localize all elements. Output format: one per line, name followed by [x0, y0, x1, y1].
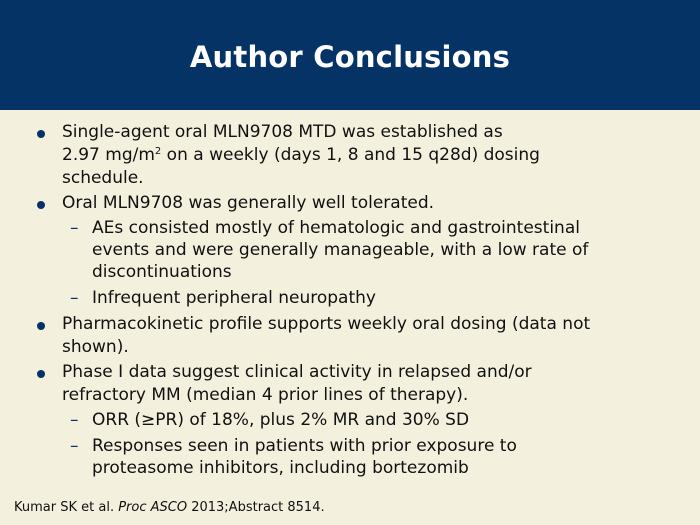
bullet-list — [0, 121, 700, 483]
citation: Kumar SK et al. Proc ASCO 2013;Abstract 8514. — [14, 500, 325, 515]
bullet-dot-icon — [37, 130, 45, 138]
sub-bullet-text: AEs consisted mostly of hematologic and gastrointestinal events and were generally manageable, with a low rate of discontinuations — [92, 218, 589, 282]
bullet-text: Single-agent oral MLN9708 MTD was established as 2.97 $mg/m^2$ on a weekly (days 1, 8 and 15 q28d) dosing schedule. — [62, 122, 540, 188]
sub-bullet-text: Responses seen in patients with prior exposure to proteasome inhibitors, including bortezomib — [92, 436, 517, 478]
bullet-dot-icon — [37, 201, 45, 209]
bullet-item — [0, 192, 700, 215]
bullet-dot-icon — [37, 370, 45, 378]
sub-bullet-item — [0, 435, 700, 479]
dash-marker-icon: – — [70, 410, 79, 430]
journal-name: Proc ASCO — [118, 500, 188, 515]
dash-marker-icon: – — [70, 288, 79, 308]
bullet-item — [0, 361, 700, 407]
sub-bullet-item — [0, 217, 700, 283]
bullet-text: Pharmacokinetic profile supports weekly oral dosing (data not shown). — [62, 314, 591, 357]
sub-bullet-item — [0, 409, 700, 431]
bullet-item — [0, 121, 700, 190]
sub-bullet-item — [0, 287, 700, 309]
dash-marker-icon: – — [70, 218, 79, 238]
superscript: 2 — [154, 146, 162, 157]
slide-title: Author Conclusions — [189, 40, 511, 74]
bullet-text: Phase I data suggest clinical activity in relapsed and/or refractory MM (median 4 prior lines of therapy). — [62, 362, 532, 405]
sub-bullet-text: ORR (≥PR) of 18%, plus 2% MR and 30% SD — [92, 410, 470, 430]
bullet-dot-icon — [37, 322, 45, 330]
sub-bullet-text: Infrequent peripheral neuropathy — [92, 288, 376, 308]
bullet-text: Oral MLN9708 was generally well tolerated. — [62, 193, 435, 213]
bullet-item — [0, 313, 700, 359]
dash-marker-icon: – — [70, 436, 79, 456]
title-bar — [0, 0, 700, 110]
